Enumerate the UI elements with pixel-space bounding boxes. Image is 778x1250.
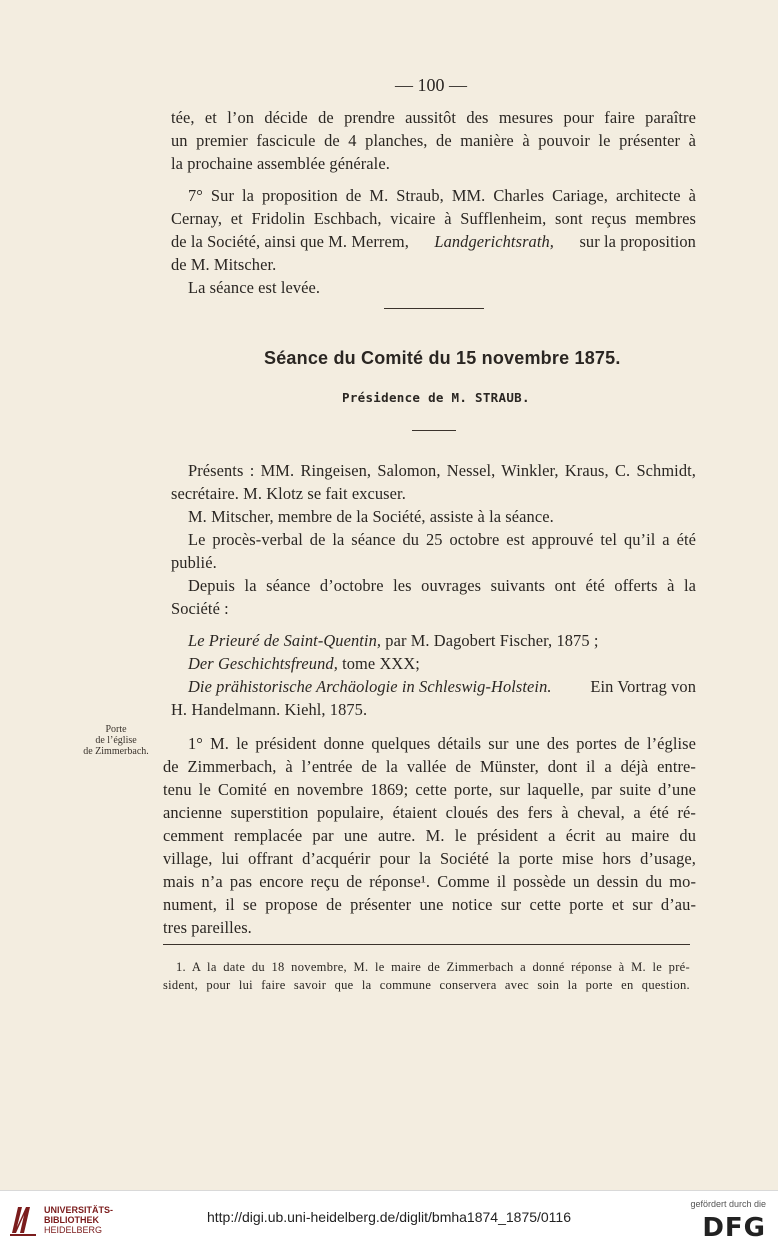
section-divider [412, 430, 456, 431]
text-line: Société : [171, 599, 229, 618]
presidency-line: Présidence de M. STRAUB. [342, 390, 530, 405]
text-line: Depuis la séance d’octobre les ouvrages suivants ont été offerts à la [188, 576, 696, 595]
margin-note-line: Porte [105, 724, 127, 735]
text-line: Présents : MM. Ringeisen, Salomon, Nessel, Winkler, Kraus, C. Schmidt, [188, 461, 696, 480]
text-line: 1° M. le président donne quelques détails sur une des portes de l’église [188, 734, 696, 753]
footnote-divider [163, 944, 690, 945]
margin-note [70, 724, 162, 757]
margin-note-line: de l’église [95, 735, 137, 746]
text-line: un premier fascicule de 4 planches, de manière à pouvoir le présenter à [171, 131, 696, 150]
text-fragment: sur la proposition [575, 232, 696, 251]
work-title: Le Prieuré de Saint-Quentin, [188, 631, 382, 650]
margin-note-line: de Zimmerbach. [83, 746, 149, 757]
viewer-footer [0, 1190, 778, 1250]
text-line: de M. Mitscher. [171, 255, 277, 274]
text-line: La séance est levée. [188, 278, 321, 297]
work-title: Der Geschichtsfreund, [188, 654, 338, 673]
text-line: Le procès-verbal de la séance du 25 octobre est approuvé tel qu’il a été [188, 530, 696, 549]
library-name-line: HEIDELBERG [44, 1225, 103, 1235]
text-fragment: de la Société, ainsi que M. Merrem, [171, 232, 414, 251]
text-line: publié. [171, 553, 217, 572]
work-title: Die prähistorische Archäologie in Schleswig-Holstein. [188, 677, 552, 696]
page-number: — 100 — [395, 75, 467, 95]
work-entry [188, 631, 598, 651]
text-line: de Zimmerbach, à l’entrée de la vallée de Münster, dont il a déjà entre- [163, 757, 696, 776]
text-line: 7° Sur la proposition de M. Straub, MM. Charles Cariage, architecte à [188, 186, 696, 205]
text-line: tres pareilles. [163, 918, 252, 937]
permalink-url[interactable]: http://digi.ub.uni-heidelberg.de/diglit/bmha1874_1875/0116 [206, 1209, 572, 1225]
text-line: secrétaire. M. Klotz se fait excuser. [171, 484, 406, 503]
text-line: M. Mitscher, membre de la Société, assiste à la séance. [188, 507, 554, 526]
work-details: par M. Dagobert Fischer, 1875 ; [381, 631, 599, 650]
footnote-line: 1. A la date du 18 novembre, M. le maire de Zimmerbach a donné réponse à M. le pré- [176, 960, 690, 974]
text-line: mais n’a pas encore reçu de réponse¹. Comme il possède un dessin du mo- [163, 872, 696, 891]
work-entry [171, 700, 367, 720]
italic-term: Landgerichtsrath, [434, 232, 554, 251]
work-details: H. Handelmann. Kiehl, 1875. [171, 700, 368, 719]
work-details: Ein Vortrag von [586, 677, 696, 696]
text-line: la prochaine assemblée générale. [171, 154, 390, 173]
text-line: cemment remplacée par une autre. M. le président a écrit au maire du [163, 826, 696, 845]
session-title: Séance du Comité du 15 novembre 1875. [264, 348, 621, 368]
footnote-line: sident, pour lui faire savoir que la commune conservera avec soin la porte en question. [163, 978, 690, 992]
dfg-logo: DFG [702, 1213, 766, 1243]
work-entry [188, 654, 420, 674]
library-name-line: BIBLIOTHEK [44, 1215, 99, 1225]
text-line: village, lui offrant d’acquérir pour la Société la porte mise hors d’usage, [163, 849, 696, 868]
text-line: tenu le Comité en novembre 1869; cette porte, sur laquelle, par suite d’une [163, 780, 696, 799]
section-divider [384, 308, 484, 309]
text-line [171, 232, 696, 252]
library-name-line: UNIVERSITÄTS- [44, 1205, 114, 1215]
work-entry [188, 677, 696, 697]
text-line: ancienne superstition populaire, étaient cloués des fers à cheval, a été ré- [163, 803, 696, 822]
text-line: Cernay, et Fridolin Eschbach, vicaire à Sufflenheim, sont reçus membres [171, 209, 696, 228]
funding-note: gefördert durch die [690, 1199, 766, 1209]
work-details: tome XXX; [337, 654, 420, 673]
text-line: nument, il se propose de présenter une notice sur cette porte et sur d’au- [163, 895, 696, 914]
text-line: tée, et l’on décide de prendre aussitôt des mesures pour faire paraître [171, 108, 696, 127]
